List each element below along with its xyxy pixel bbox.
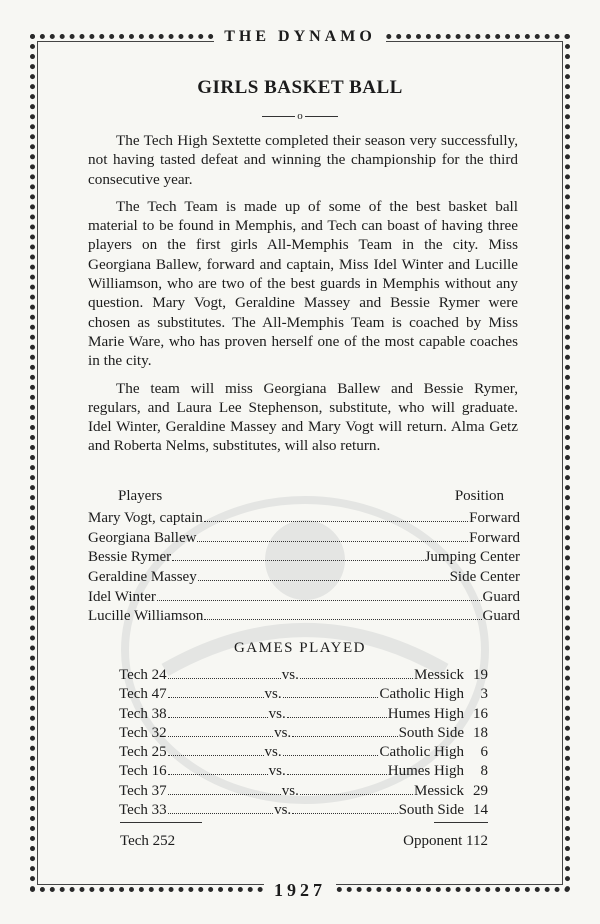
opponent-total: Opponent 112 bbox=[403, 833, 488, 849]
tech-total: Tech 252 bbox=[120, 833, 176, 849]
roster-header bbox=[88, 488, 520, 509]
game-row: Tech 47 vs. Catholic High 3 bbox=[119, 686, 489, 703]
roster-row: Geraldine Massey Side Center bbox=[88, 569, 520, 586]
paragraph: The team will miss Georgiana Ballew and Bessie Rymer, regulars, and Laura Lee Stephenson, substitute, who will graduate. Idel Winter, Geraldine Massey and Mary Vogt will return. Alma Getz and Roberta Nelms, substitutes, will also return. bbox=[88, 379, 518, 455]
total-rule-right bbox=[434, 822, 488, 823]
game-row: Tech 16 vs. Humes High 8 bbox=[119, 763, 488, 780]
magazine-title: THE DYNAMO bbox=[214, 28, 386, 45]
roster-row: Georgiana Ballew Forward bbox=[88, 529, 520, 546]
article-title: GIRLS BASKET BALL bbox=[197, 77, 403, 98]
games-title: GAMES PLAYED bbox=[233, 640, 367, 656]
game-row: Tech 33 vs. South Side 14 bbox=[119, 802, 488, 819]
game-row: Tech 38 vs. Humes High 16 bbox=[119, 705, 488, 722]
game-row: Tech 37 vs. Messick 29 bbox=[119, 782, 488, 799]
roster-table bbox=[88, 488, 520, 627]
roster-row: Mary Vogt, captain Forward bbox=[88, 510, 520, 526]
position-column-header: Position bbox=[454, 488, 504, 504]
roster-row: Idel Winter Guard bbox=[88, 588, 520, 605]
paragraph: The Tech High Sextette completed their season very successfully, not having tasted defeat and winning the championship for the third consecutive year. bbox=[88, 132, 518, 188]
game-row: Tech 25 vs. Catholic High 6 bbox=[119, 744, 489, 761]
running-header bbox=[0, 28, 600, 46]
game-row: Tech 32 vs. South Side 18 bbox=[119, 724, 488, 741]
players-column-header: Players bbox=[118, 488, 163, 504]
article-body bbox=[88, 131, 518, 464]
running-footer bbox=[0, 880, 600, 901]
games-table bbox=[119, 666, 488, 820]
total-rule-left bbox=[120, 822, 202, 823]
game-row: Tech 24 vs. Messick 19 bbox=[119, 667, 488, 683]
roster-row: Bessie Rymer Jumping Center bbox=[88, 549, 520, 566]
roster-row: Lucille Williamson Guard bbox=[88, 608, 520, 625]
title-divider: o bbox=[262, 110, 338, 122]
year: 1927 bbox=[264, 880, 336, 900]
paragraph: The Tech Team is made up of some of the best basket ball material to be found in Memphis, and Tech can boast of having three players on the first girls All-Memphis Team in the city. Miss Georgiana Ballew, forward and captain, Miss Idel Winter and Lucille Williamson, who are two of the best guards in Memphis without any question. Mary Vogt, Geraldine Massey and Bessie Rymer were chosen as substitutes. The All-Memphis Team is coached by Miss Marie Ware, who has proven herself one of the most capable coaches in the city. bbox=[88, 197, 518, 370]
